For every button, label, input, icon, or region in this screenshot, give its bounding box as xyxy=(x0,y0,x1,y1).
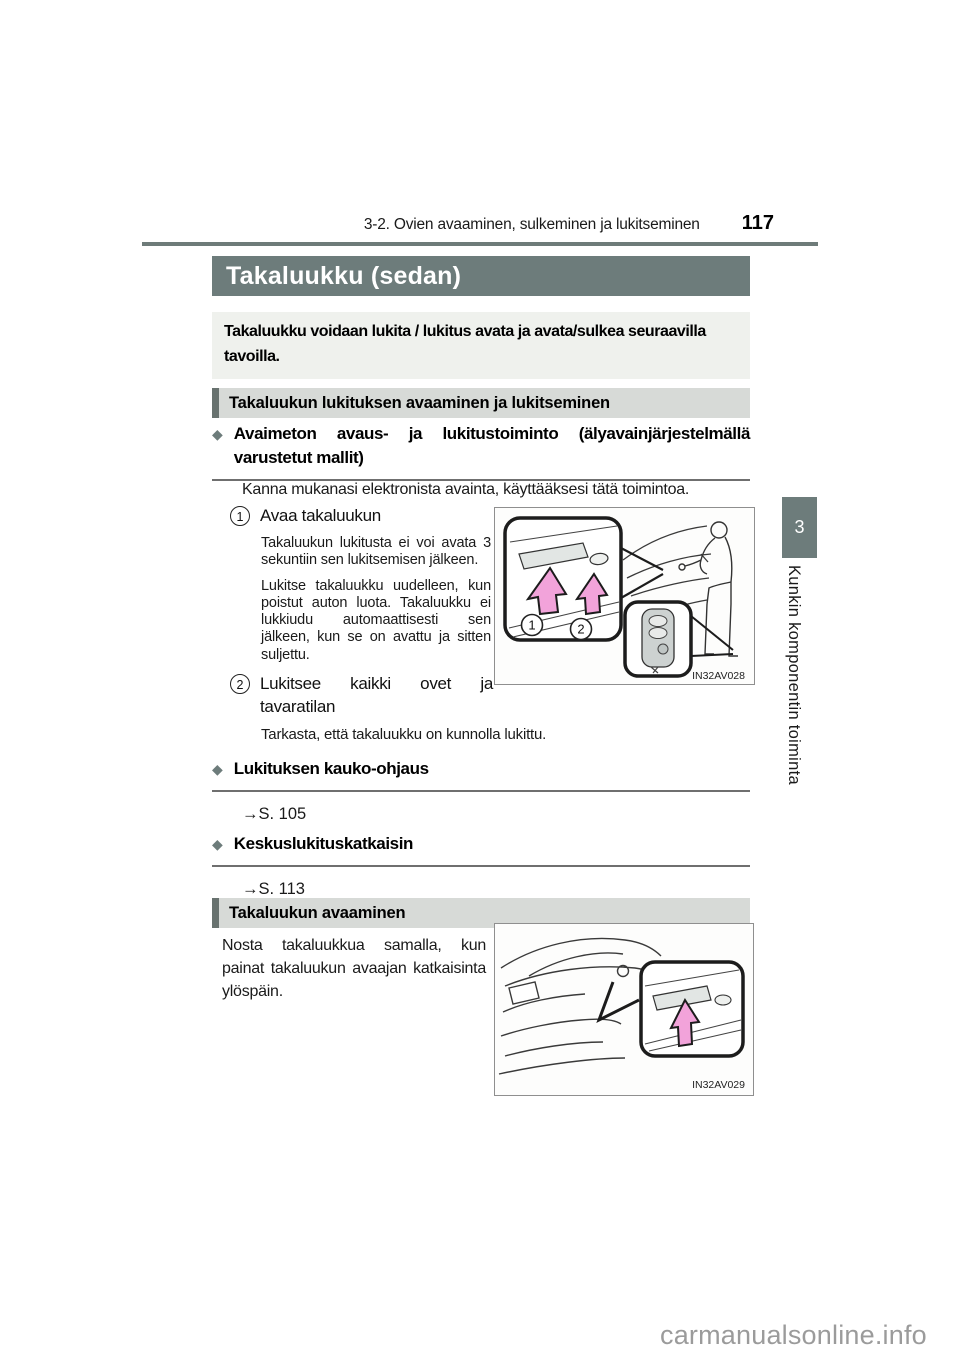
figure2-illustration xyxy=(495,924,753,1095)
page-number: 117 xyxy=(741,212,774,234)
page-title: Takaluukku (sedan) xyxy=(212,256,750,296)
central-lock-bullet xyxy=(212,832,750,899)
summary-box: Takaluukku voidaan lukita / lukitus avata ja avata/sulkea seuraavilla tavoilla. xyxy=(212,312,750,379)
step-2-note: Tarkasta, että takaluukku on kunnolla lukittu. xyxy=(261,725,547,743)
sedan-rear-outline xyxy=(499,938,663,1074)
figure-trunk-switches xyxy=(494,507,755,685)
diamond-bullet-icon: ◆ xyxy=(212,836,223,852)
callout-pointer xyxy=(599,982,639,1020)
figure2-label: IN32AV029 xyxy=(692,1079,745,1091)
figure-trunk-opening xyxy=(494,923,754,1096)
trunk-switch-inset xyxy=(505,518,621,640)
central-lock-heading: Keskuslukituskatkaisin xyxy=(233,834,414,853)
section1-heading: Takaluukun lukituksen avaaminen ja lukitseminen xyxy=(212,388,750,418)
central-lock-page-reference: →S. 113 xyxy=(242,880,305,898)
remote-bullet xyxy=(212,757,750,824)
step-1-paragraph: Lukitse takaluukku uudelleen, kun poistut auton luota. Takaluukku ei lukkiudu automaattisesti sen jälkeen, kun se on avattu ja sitten suljettu. xyxy=(261,578,491,663)
diamond-bullet-icon: ◆ xyxy=(212,426,223,442)
remote-page-reference: →S. 105 xyxy=(242,805,307,823)
remote-heading: Lukituksen kauko-ohjaus xyxy=(233,759,429,778)
central-lock-bullet-head xyxy=(212,832,750,867)
section2-body: Nosta takaluukkua samalla, kun painat takaluukun avaajan katkaisinta ylöspäin. xyxy=(222,937,486,1001)
step-2-number-icon: 2 xyxy=(230,674,250,694)
page-header xyxy=(142,212,818,246)
remote-bullet-head xyxy=(212,757,750,792)
figure1-callout-1: 1 xyxy=(528,617,536,633)
step-list xyxy=(230,505,547,743)
section2-heading: Takaluukun avaaminen xyxy=(212,898,750,928)
smart-key-inset xyxy=(625,602,691,676)
header-section-title: 3-2. Ovien avaaminen, sulkeminen ja lukitseminen xyxy=(363,216,700,233)
diamond-bullet-icon: ◆ xyxy=(212,761,223,777)
chapter-number: 3 xyxy=(794,517,805,537)
keyless-bullet xyxy=(212,422,750,481)
chapter-tab xyxy=(782,497,817,558)
key-pointer xyxy=(691,616,733,656)
trunk-opener-inset xyxy=(641,962,743,1056)
figure1-illustration xyxy=(495,508,754,684)
step-1-paragraph: Takaluukun lukitusta ei voi avata 3 sekuntiin sen lukitsemisen jälkeen. xyxy=(261,534,491,569)
chapter-title-vertical: Kunkin komponentin toiminta xyxy=(785,565,803,785)
figure1-callout-2: 2 xyxy=(577,621,585,637)
keyless-heading: Avaimeton avaus- ja lukitustoiminto (älyavainjärjestelmällä varustetut mallit) xyxy=(233,424,750,467)
step-1 xyxy=(230,505,493,528)
callout-pointer xyxy=(621,548,663,598)
step-1-label: Avaa takaluukun xyxy=(260,506,381,525)
watermark: carmanualsonline.info xyxy=(660,1320,927,1350)
step-2 xyxy=(230,673,493,719)
keyless-bullet-head xyxy=(212,422,750,481)
step-2-label: Lukitsee kaikki ovet ja tavaratilan xyxy=(260,673,493,716)
keyless-intro: Kanna mukanasi elektronista avainta, käyttääksesi tätä toimintoa. xyxy=(242,481,690,498)
figure1-label: IN32AV028 xyxy=(692,670,745,682)
step-1-number-icon: 1 xyxy=(230,506,250,526)
